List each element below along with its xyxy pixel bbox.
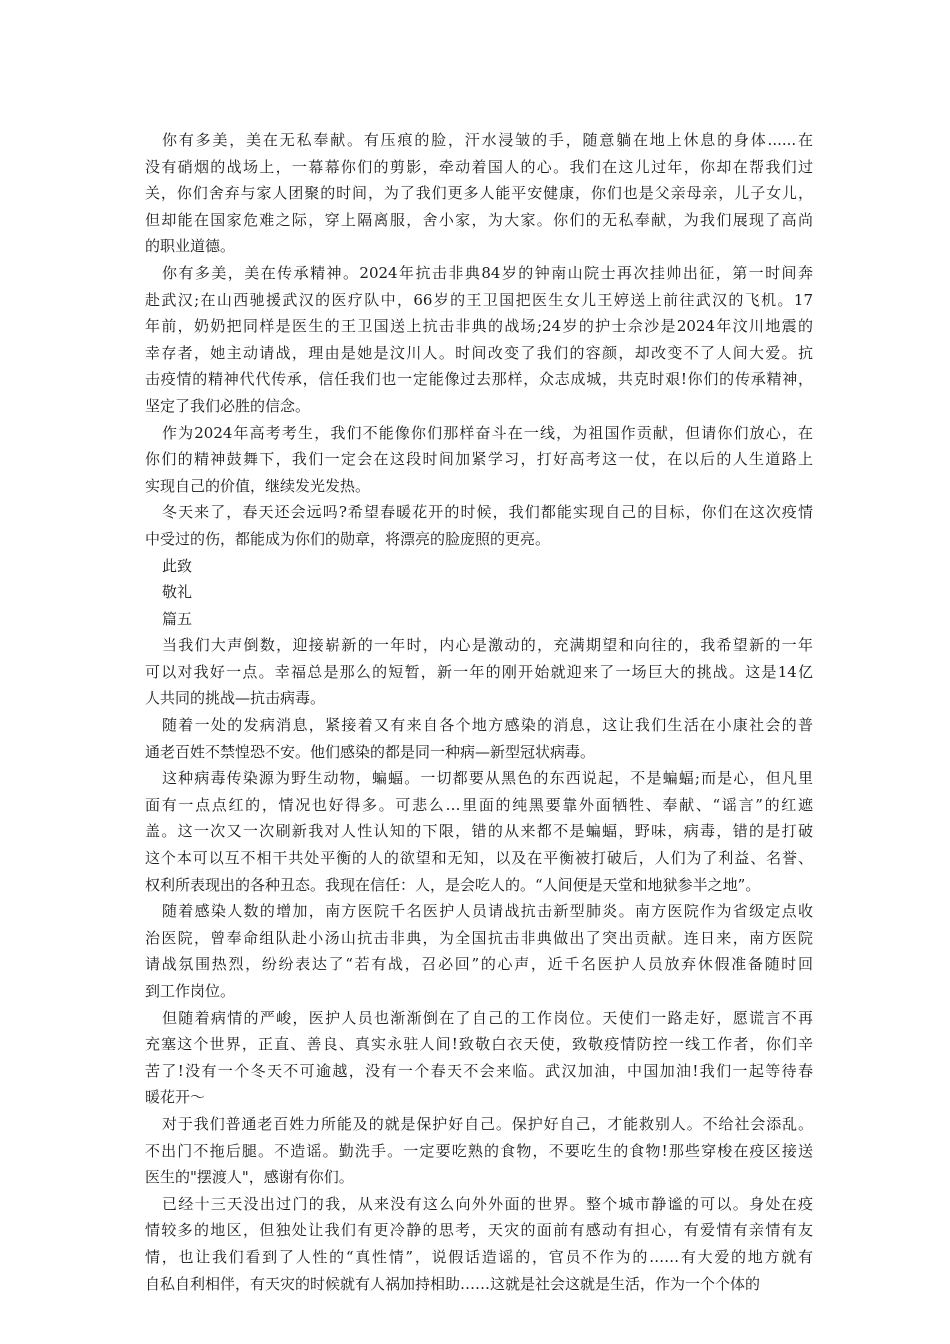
paragraph-line: 没有硝烟的战场上，一幕幕你们的剪影，牵动着国人的心。我们在这儿过年，你却在帮我们过 bbox=[145, 157, 813, 176]
paragraph-line: 冬天来了，春天还会远吗?希望春暖花开的时候，我们都能实现自己的目标，你们在这次疫情 bbox=[162, 503, 813, 522]
paragraph-line: 随着感染人数的增加，南方医院千名医护人员请战抗击新型肺炎。南方医院作为省级定点收 bbox=[162, 902, 813, 921]
paragraph-line: 对于我们普通老百姓力所能及的就是保护好自己。保护好自己，才能救别人。不给社会添乱。 bbox=[162, 1114, 813, 1133]
paragraph-line: 情，也让我们看到了人性的“真性情”，说假话造谣的，官员不作为的……有大爱的地方就有 bbox=[145, 1247, 813, 1266]
paragraph-line: 你们的精神鼓舞下，我们一定会在这段时间加紧学习，打好高考这一仗，在以后的人生道路上 bbox=[145, 450, 813, 469]
paragraph-line: 击疫情的精神代代传承，信任我们也一定能像过去那样，众志成城，共克时艰!你们的传承精神， bbox=[145, 370, 813, 389]
document-body bbox=[145, 127, 813, 1297]
paragraph-line: 幸存者，她主动请战，理由是她是汶川人。时间改变了我们的容颜，却改变不了人间大爱。抗 bbox=[145, 343, 813, 362]
paragraph-line: 苦了!没有一个冬天不可逾越，没有一个春天不会来临。武汉加油，中国加油!我们一起等待春 bbox=[145, 1061, 813, 1080]
paragraph bbox=[145, 898, 813, 1004]
paragraph-line: 中受过的伤，都能成为你们的勋章，将漂亮的脸庞照的更亮。 bbox=[145, 529, 551, 548]
paragraph-line: 随着一处的发病消息，紧接着又有来自各个地方感染的消息，这让我们生活在小康社会的普 bbox=[162, 716, 813, 735]
paragraph-line: 通老百姓不禁惶恐不安。他们感染的都是同一种病—新型冠状病毒。 bbox=[145, 742, 596, 761]
paragraph-line: 权利所表现出的各种丑态。我现在信任：人，是会吃人的。“人间便是天堂和地狱参半之地”。 bbox=[145, 875, 761, 894]
paragraph-line: 当我们大声倒数，迎接崭新的一年时，内心是激动的，充满期望和向往的，我希望新的一年 bbox=[162, 636, 813, 655]
paragraph bbox=[145, 1111, 813, 1191]
paragraph-line: 治医院，曾奉命组队赴小汤山抗击非典，为全国抗击非典做出了突出贡献。连日来，南方医院 bbox=[145, 928, 813, 947]
paragraph-line: 实现自己的价值，继续发光发热。 bbox=[145, 476, 371, 495]
paragraph bbox=[145, 606, 813, 633]
paragraph bbox=[145, 260, 813, 420]
paragraph-line: 面有一点点红的，情况也好得多。可悲么…里面的纯黑要靠外面牺牲、奉献、“谣言”的红遮 bbox=[145, 795, 813, 814]
paragraph bbox=[145, 1191, 813, 1297]
paragraph-line: 你有多美，美在传承精神。2024年抗击非典84岁的钟南山院士再次挂帅出征，第一时间奔 bbox=[162, 263, 813, 282]
paragraph bbox=[145, 712, 813, 765]
paragraph bbox=[145, 553, 813, 580]
paragraph bbox=[145, 1005, 813, 1111]
paragraph-line: 你有多美，美在无私奉献。有压痕的脸，汗水浸皱的手，随意躺在地上休息的身体......在 bbox=[162, 131, 813, 149]
paragraph-line: 充塞这个世界，正直、善良、真实永驻人间!致敬白衣天使，致敬疫情防控一线工作者，你们辛 bbox=[145, 1035, 813, 1054]
paragraph bbox=[145, 127, 813, 260]
paragraph-line: 关，你们舍弃与家人团聚的时间，为了我们更多人能平安健康，你们也是父亲母亲，儿子女儿， bbox=[145, 184, 813, 203]
paragraph-line: 作为2024年高考考生，我们不能像你们那样奋斗在一线，为祖国作贡献，但请你们放心，在 bbox=[162, 423, 813, 442]
paragraph-line: 但随着病情的严峻，医护人员也渐渐倒在了自己的工作岗位。天使们一路走好，愿谎言不再 bbox=[162, 1008, 813, 1027]
paragraph-line: 的职业道德。 bbox=[145, 237, 236, 256]
paragraph-line: 此致 bbox=[162, 556, 193, 575]
paragraph bbox=[145, 765, 813, 898]
paragraph-line: 年前，奶奶把同样是医生的王卫国送上抗击非典的战场;24岁的护士佘沙是2024年汶川地震的 bbox=[145, 317, 813, 336]
paragraph-line: 请战氛围热烈，纷纷表达了“若有战，召必回”的心声，近千名医护人员放弃休假准备随时回 bbox=[145, 955, 813, 974]
paragraph-line: 人共同的挑战—抗击病毒。 bbox=[145, 689, 326, 708]
paragraph-line: 这个本可以互不相干共处平衡的人的欲望和无知，以及在平衡被打破后，人们为了利益、名誉、 bbox=[145, 849, 813, 868]
paragraph-line: 已经十三天没出过门的我，从来没有这么向外外面的世界。整个城市静谧的可以。身处在疫 bbox=[162, 1194, 813, 1213]
paragraph-line: 自私自利相伴，有天灾的时候就有人祸加持相助……这就是社会这就是生活，作为一个个体的 bbox=[145, 1274, 761, 1293]
paragraph bbox=[145, 499, 813, 552]
paragraph-line: 可以对我好一点。幸福总是那么的短暂，新一年的刚开始就迎来了一场巨大的挑战。这是14亿 bbox=[145, 662, 813, 681]
paragraph-line: 敬礼 bbox=[162, 583, 193, 602]
paragraph-line: 到工作岗位。 bbox=[145, 982, 236, 1000]
paragraph-line: 坚定了我们必胜的信念。 bbox=[145, 396, 311, 415]
paragraph-line: 这种病毒传染源为野生动物，蝙蝠。一切都要从黑色的东西说起，不是蝙蝠;而是心，但凡里 bbox=[162, 769, 813, 788]
paragraph-line: 赴武汉;在山西驰援武汉的医疗队中，66岁的王卫国把医生女儿王婷送上前往武汉的飞机。17 bbox=[145, 290, 813, 309]
paragraph-line: 暖花开～ bbox=[145, 1088, 206, 1107]
paragraph bbox=[145, 579, 813, 606]
paragraph bbox=[145, 632, 813, 712]
paragraph-line: 医生的"摆渡人"，感谢有你们。 bbox=[145, 1168, 354, 1187]
paragraph-line: 篇五 bbox=[162, 609, 193, 628]
paragraph-line: 但却能在国家危难之际，穿上隔离服，舍小家，为大家。你们的无私奉献，为我们展现了高尚 bbox=[145, 210, 813, 229]
paragraph-line: 情较多的地区，但独处让我们有更冷静的思考，天灾的面前有感动有担心，有爱情有亲情有友 bbox=[145, 1221, 813, 1240]
paragraph bbox=[145, 420, 813, 500]
paragraph-line: 不出门不拖后腿。不造谣。勤洗手。一定要吃熟的食物，不要吃生的食物!那些穿梭在疫区接送 bbox=[145, 1141, 813, 1160]
paragraph-line: 盖。这一次又一次刷新我对人性认知的下限，错的从来都不是蝙蝠，野味，病毒，错的是打破 bbox=[145, 822, 813, 841]
